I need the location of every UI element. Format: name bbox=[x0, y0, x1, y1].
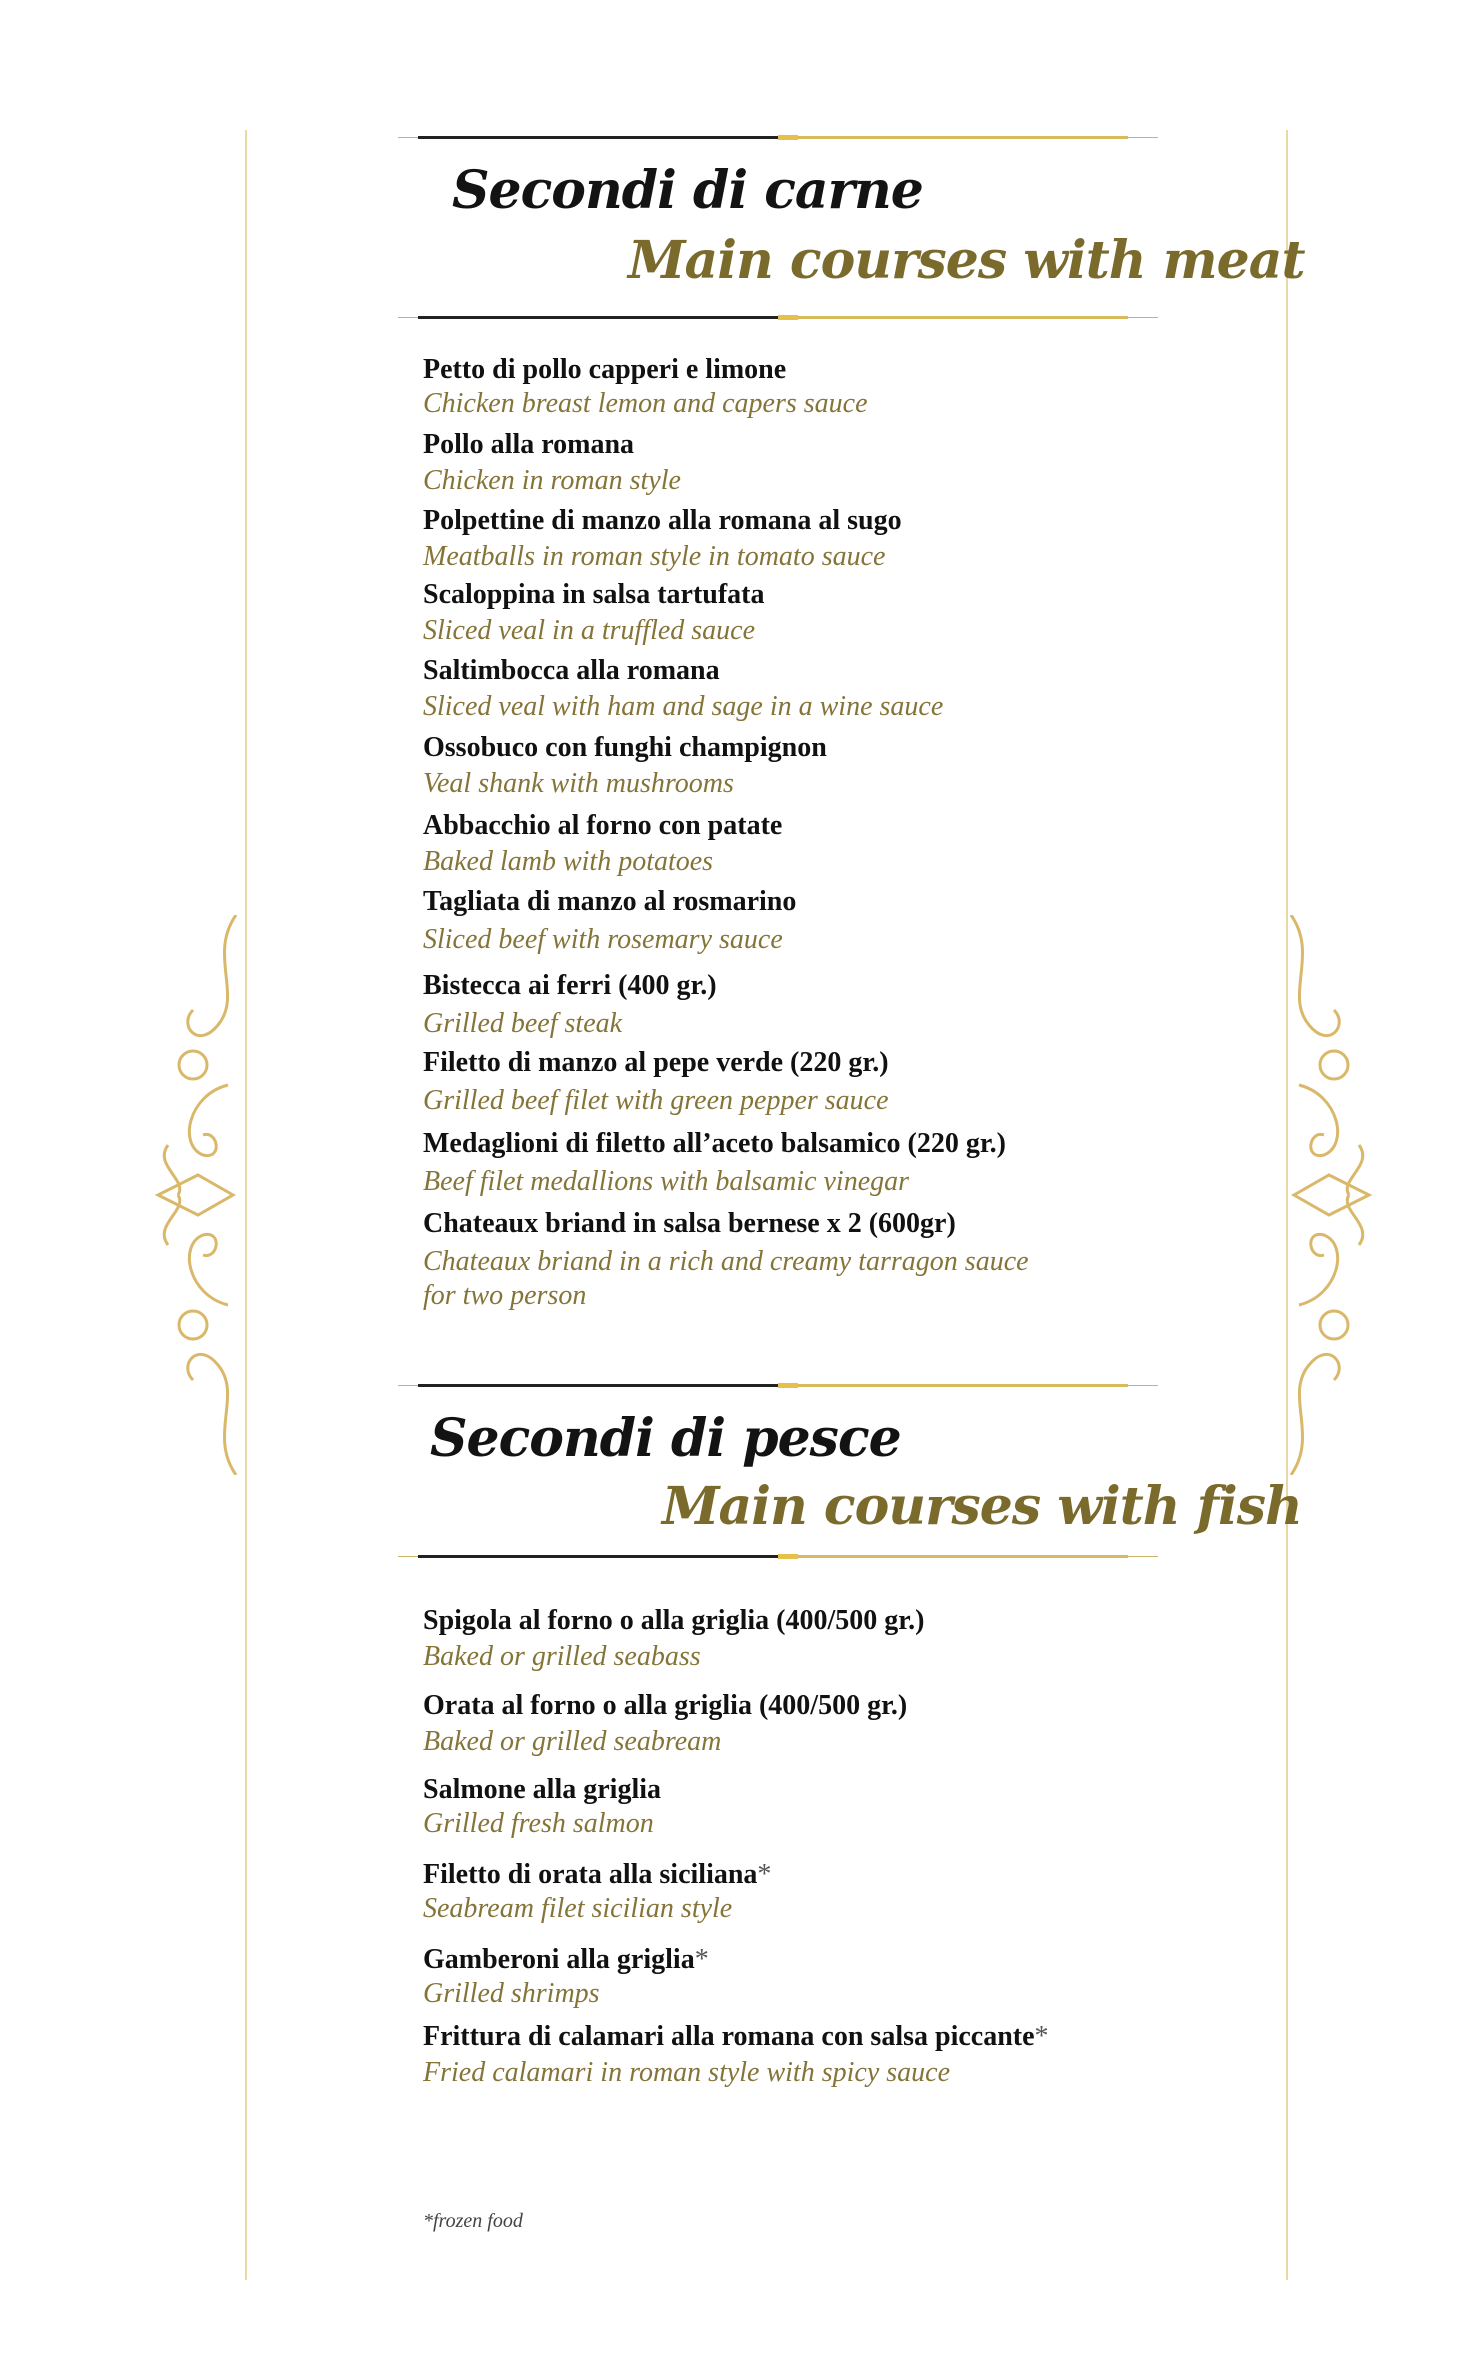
dish-name-english-line2: for two person bbox=[423, 1280, 587, 1311]
dish-name-english: Grilled beef steak bbox=[423, 1008, 623, 1039]
dish-name-english: Veal shank with mushrooms bbox=[423, 768, 734, 799]
dish-name-italian: Gamberoni alla griglia bbox=[423, 1944, 695, 1975]
menu-item bbox=[423, 353, 868, 421]
dish-name-italian: Orata al forno o alla griglia (400/500 gr.) bbox=[423, 1690, 908, 1721]
dish-name-english: Chateaux briand in a rich and creamy tarragon sauce bbox=[423, 1246, 1029, 1277]
section-title-english: Main courses with meat bbox=[628, 230, 1305, 291]
dish-name-english: Seabream filet sicilian style bbox=[423, 1893, 733, 1924]
dish-name-italian: Scaloppina in salsa tartufata bbox=[423, 579, 765, 610]
menu-item bbox=[423, 885, 796, 957]
menu-item bbox=[423, 969, 717, 1041]
menu-item bbox=[423, 1127, 1006, 1199]
dish-name-italian: Ossobuco con funghi champignon bbox=[423, 732, 827, 763]
dish-name-italian: Medaglioni di filetto all’aceto balsamico (220 gr.) bbox=[423, 1128, 1006, 1159]
dish-name-english: Sliced veal with ham and sage in a wine sauce bbox=[423, 691, 944, 722]
right-ornament-icon bbox=[1284, 915, 1379, 1475]
menu-item bbox=[423, 578, 765, 648]
dish-name-italian: Polpettine di manzo alla romana al sugo bbox=[423, 505, 902, 536]
header-rule-bottom bbox=[398, 314, 1158, 322]
menu-item bbox=[423, 504, 902, 574]
dish-name-english: Grilled beef filet with green pepper sauce bbox=[423, 1085, 889, 1116]
dish-name-italian: Salmone alla griglia bbox=[423, 1774, 661, 1805]
menu-item bbox=[423, 654, 943, 724]
dish-name-english: Baked or grilled seabream bbox=[423, 1726, 722, 1757]
section-title-italian: Secondi di carne bbox=[452, 160, 923, 221]
dish-name-italian: Pollo alla romana bbox=[423, 429, 635, 460]
dish-name-english: Sliced beef with rosemary sauce bbox=[423, 924, 783, 955]
dish-name-english: Baked or grilled seabass bbox=[423, 1641, 701, 1672]
menu-item bbox=[423, 1046, 889, 1118]
dish-name-italian: Abbacchio al forno con patate bbox=[423, 810, 783, 841]
section-title-italian: Secondi di pesce bbox=[430, 1408, 901, 1469]
dish-name-italian: Filetto di orata alla siciliana bbox=[423, 1859, 758, 1890]
dish-name-english: Grilled fresh salmon bbox=[423, 1808, 654, 1839]
left-border-line bbox=[245, 130, 247, 2280]
dish-name-english: Baked lamb with potatoes bbox=[423, 846, 714, 877]
dish-name-english: Chicken breast lemon and capers sauce bbox=[423, 388, 868, 419]
menu-item bbox=[423, 2020, 1049, 2090]
header-rule-top bbox=[398, 134, 1158, 142]
menu-item bbox=[423, 1207, 1029, 1313]
left-ornament-icon bbox=[148, 915, 243, 1475]
dish-name-italian: Spigola al forno o alla griglia (400/500 gr.) bbox=[423, 1605, 925, 1636]
header-rule-bottom bbox=[398, 1553, 1158, 1561]
dish-name-english: Meatballs in roman style in tomato sauce bbox=[423, 541, 886, 572]
menu-item bbox=[423, 428, 681, 498]
menu-item bbox=[423, 809, 782, 879]
menu-item bbox=[423, 1773, 661, 1841]
dish-name-english: Beef filet medallions with balsamic vinegar bbox=[423, 1166, 910, 1197]
dish-name-english: Chicken in roman style bbox=[423, 465, 681, 496]
dish-name-italian: Petto di pollo capperi e limone bbox=[423, 354, 787, 385]
menu-item bbox=[423, 1943, 709, 2011]
dish-name-english: Grilled shrimps bbox=[423, 1978, 600, 2009]
menu-item bbox=[423, 1858, 771, 1926]
dish-name-english: Fried calamari in roman style with spicy sauce bbox=[423, 2057, 950, 2088]
dish-name-italian: Chateaux briand in salsa bernese x 2 (600gr) bbox=[423, 1208, 956, 1239]
frozen-mark: * bbox=[757, 1859, 772, 1890]
menu-item bbox=[423, 731, 827, 801]
dish-name-italian: Bistecca ai ferri (400 gr.) bbox=[423, 970, 717, 1001]
footnote: *frozen food bbox=[423, 2210, 523, 2232]
menu-item bbox=[423, 1689, 907, 1759]
dish-name-english: Sliced veal in a truffled sauce bbox=[423, 615, 756, 646]
dish-name-italian: Frittura di calamari alla romana con salsa piccante bbox=[423, 2021, 1035, 2052]
header-rule-top bbox=[398, 1382, 1158, 1390]
frozen-mark: * bbox=[1034, 2021, 1049, 2052]
menu-item bbox=[423, 1604, 924, 1674]
dish-name-italian: Filetto di manzo al pepe verde (220 gr.) bbox=[423, 1047, 889, 1078]
frozen-mark: * bbox=[694, 1944, 709, 1975]
section-title-english: Main courses with fish bbox=[662, 1476, 1302, 1537]
dish-name-italian: Saltimbocca alla romana bbox=[423, 655, 720, 686]
dish-name-italian: Tagliata di manzo al rosmarino bbox=[423, 886, 797, 917]
